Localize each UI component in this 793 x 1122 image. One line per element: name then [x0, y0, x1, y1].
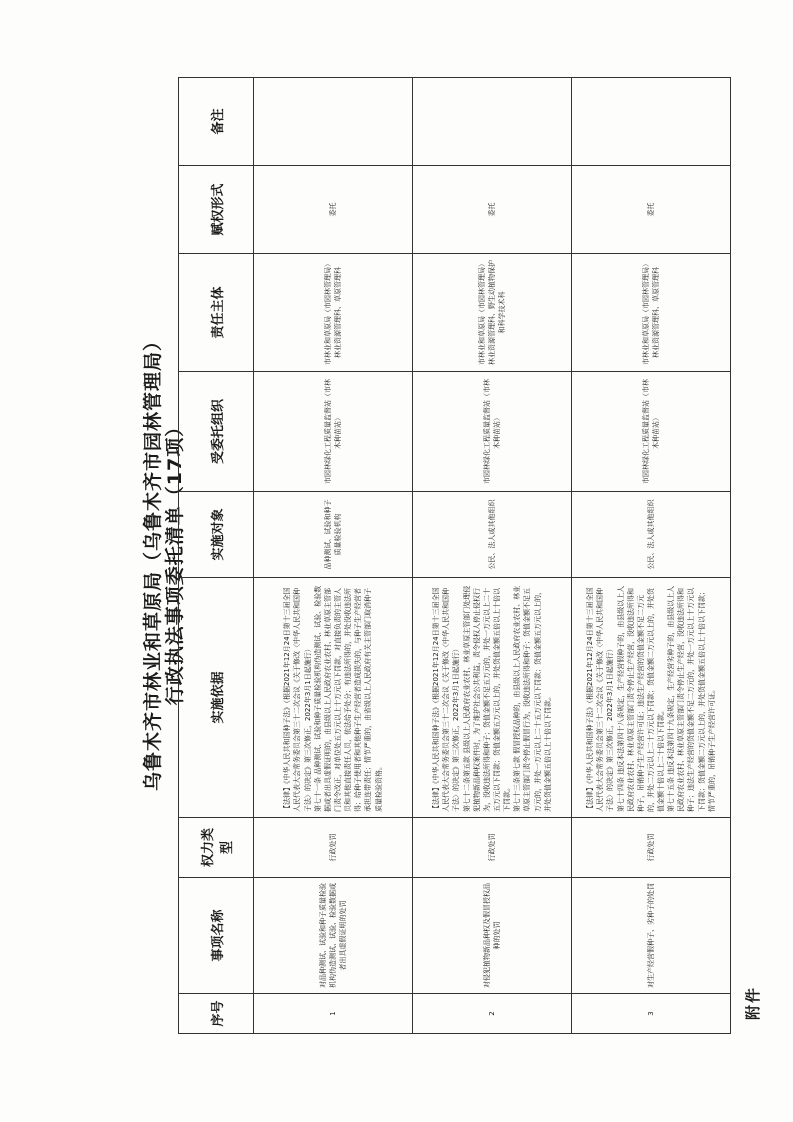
row-target: 品种测试、试验和种子质量检验机构: [254, 492, 413, 578]
row-seq: 3: [572, 994, 731, 1034]
row-power-type: 行政处罚: [413, 818, 572, 878]
table-header-row: [179, 78, 254, 1034]
table-row: [572, 78, 731, 1034]
header-grant-form: 赋权形式: [179, 166, 254, 254]
basis-paragraph: 第七十一条 品种测试、试验和种子质量检验机构伪造测试、试验、检验数据或者出具虚假证明的，由县级以上人民政府农业农村、林业草原主管部门责令改正，对单位处五万元以上十万元以下罚款，对直接负责的主管人员和其他直接责任人员，依法给予处分；有违法所得的，并处没收违法所得；给种子使用者和其他种子生产经营者造成损失的，与种子生产经营者承担连带责任；情节严重的，由省级以上人民政府有关主管部门取消种子质量检验资格。: [313, 585, 383, 812]
row-delegate: 市园林绿化工程质量监督站（市林木种苗站）: [254, 372, 413, 492]
basis-paragraph: 【法律】《中华人民共和国种子法》（根据2021年12月24日第十三届全国人民代表大会常务委员会第三十二次会议《关于修改〈中华人民共和国种子法〉的决定》第三次修正，2022年3月1日起施行）: [283, 587, 312, 812]
row-remark: [572, 78, 731, 166]
row-delegate: 市园林绿化工程质量监督站（市林木种苗站）: [572, 372, 731, 492]
basis-paragraph: 第七十二条第五款 县级以上人民政府农业农村、林业草原主管部门处理侵犯植物新品种权案件时，为了维护社会公共利益，责令侵权人停止侵权行为，没收违法所得和种子；货值金额不足五万元的，并处一万元以上二十五万元以下罚款；货值金额五万元以上的，并处货值金额五倍以上十倍以下罚款。: [462, 585, 512, 812]
table-row: [413, 78, 572, 1034]
row-power-type: 行政处罚: [254, 818, 413, 878]
basis-paragraph: 第七十四条 违反本法第四十八条规定，生产经营假种子的，由县级以上人民政府农业农村、林业草原主管部门责令停止生产经营，没收违法所得和种子，吊销种子生产经营许可证；违法生产经营的货值金额不足二万元的，并处二万元以上二十万元以下罚款；货值金额二万元以上的，并处货值金额十倍以上二十倍以下罚款。: [616, 585, 666, 812]
header-delegate: 受委托组织: [179, 372, 254, 492]
row-basis: [413, 578, 572, 818]
row-name: 对生产经营假种子、劣种子的处罚: [572, 878, 731, 994]
row-name: 对品种测试、试验和种子质量检验机构伪造测试、试验、检验数据或者出具虚假证明的处罚: [254, 878, 413, 994]
row-basis: [572, 578, 731, 818]
row-basis: [254, 578, 413, 818]
header-basis: 实施依据: [179, 578, 254, 818]
row-seq: 1: [254, 994, 413, 1034]
row-responsible: 市林业和草原局（市园林管理局）林业资源管理科、草原管理科: [572, 254, 731, 372]
document-subtitle: 行政执法事项委托清单（17项）: [164, 416, 186, 706]
basis-paragraph: 【法律】《中华人民共和国种子法》（根据2021年12月24日第十三届全国人民代表大会常务委员会第三十二次会议《关于修改〈中华人民共和国种子法〉的决定》第三次修正，2022年3月1日起施行）: [432, 587, 461, 812]
delegation-table: [178, 77, 731, 1034]
annex-label: 附件: [744, 985, 762, 1020]
header-name: 事项名称: [179, 878, 254, 994]
row-responsible: 市林业和草原局（市园林管理局）林业资源管理科、草原管理科: [254, 254, 413, 372]
basis-paragraph: 第七十三条第七款 假冒授权品种的，由县级以上人民政府农业农村、林业草原主管部门责令停止假冒行为，没收违法所得和种子；货值金额不足五万元的，并处一万元以上二十五万元以下罚款；货值金额五万元以上的，并处货值金额五倍以上十倍以下罚款。: [513, 585, 552, 812]
basis-paragraph: 第七十五条 违反本法第四十九条规定，生产经营劣种子的，由县级以上人民政府农业农村、林业草原主管部门责令停止生产经营，没收违法所得和种子；违法生产经营的货值金额不足二万元的，并处一万元以上十万元以下罚款；货值金额二万元以上的，并处货值金额五倍以上十倍以下罚款；情节严重的，吊销种子生产经营许可证。: [667, 585, 716, 812]
row-delegate: 市园林绿化工程质量监督站（市林木种苗站）: [413, 372, 572, 492]
row-target: 公民、法人或其他组织: [572, 492, 731, 578]
header-target: 实施对象: [179, 492, 254, 578]
row-responsible: 市林业和草原局（市园林管理局）林业资源管理科、野生动植物保护和科学技术科: [413, 254, 572, 372]
table-row: [254, 78, 413, 1034]
row-remark: [413, 78, 572, 166]
row-grant-form: 委托: [254, 166, 413, 254]
document-title: 乌鲁木齐市林业和草原局（乌鲁木齐市园林管理局）: [142, 331, 164, 792]
row-target: 公民、法人或其他组织: [413, 492, 572, 578]
row-seq: 2: [413, 994, 572, 1034]
row-name: 对侵犯植物新品种权及假冒授权品种的处罚: [413, 878, 572, 994]
header-power-type: 权力类型: [179, 818, 254, 878]
row-remark: [254, 78, 413, 166]
basis-paragraph: 【法律】《中华人民共和国种子法》（根据2021年12月24日第十三届全国人民代表大会常务委员会第三十二次会议《关于修改〈中华人民共和国种子法〉的决定》第三次修正，2022年3月1日起施行）: [586, 587, 615, 812]
header-seq: 序号: [179, 994, 254, 1034]
row-grant-form: 委托: [413, 166, 572, 254]
row-power-type: 行政处罚: [572, 818, 731, 878]
header-remark: 备注: [179, 78, 254, 166]
header-responsible: 责任主体: [179, 254, 254, 372]
row-grant-form: 委托: [572, 166, 731, 254]
